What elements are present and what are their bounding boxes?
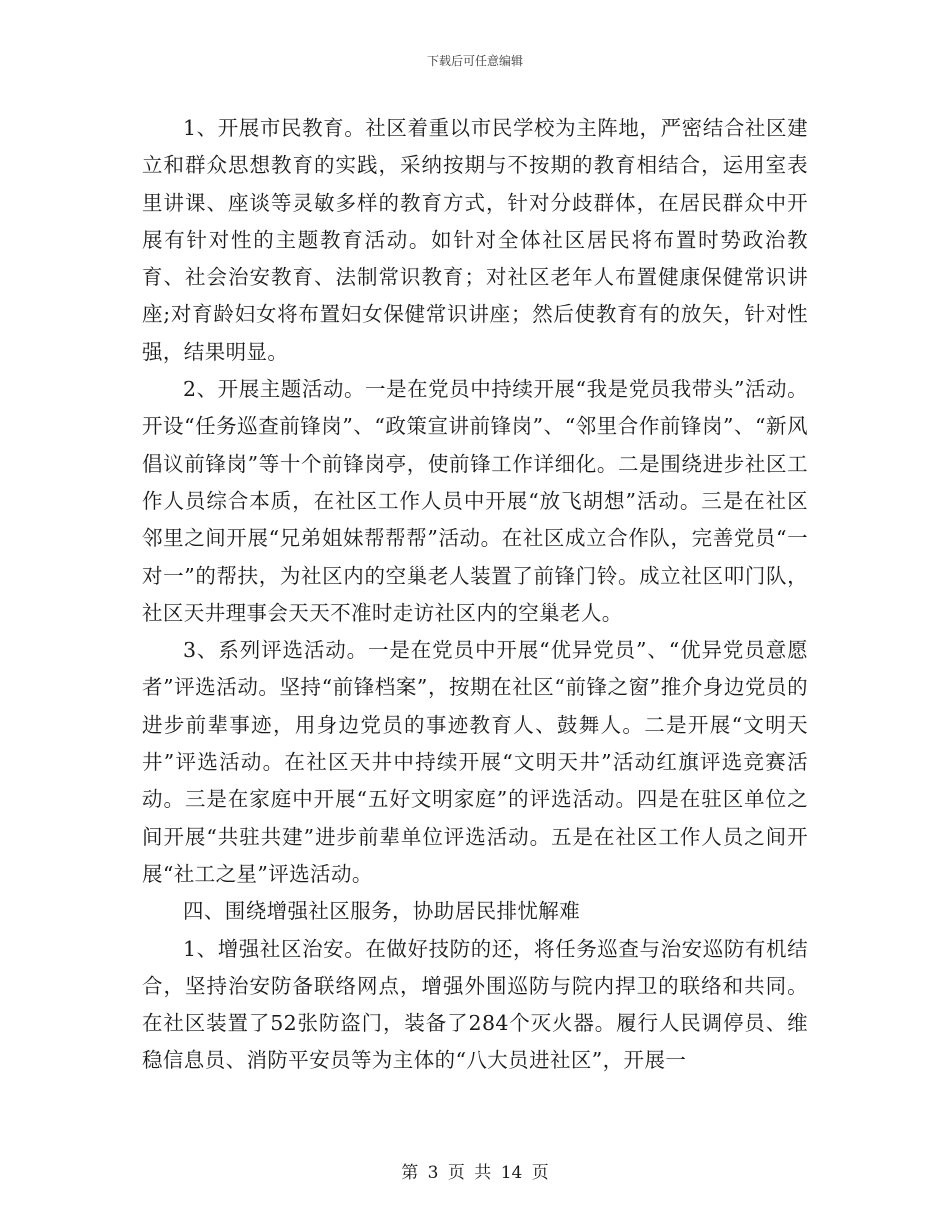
page-header: 下载后可任意编辑 bbox=[426, 54, 523, 68]
page-number-footer: 第 3 页 共 14 页 bbox=[401, 1163, 549, 1183]
section-heading-community-service: 四、围绕增强社区服务，协助居民排忧解难 bbox=[183, 899, 581, 924]
paragraph-selection-activities: 3、系列评选活动。一是在党员中开展“优异党员”、“优异党员意愿者”评选活动。坚持“前锋档案”，按期在社区“前锋之窗”推介身边党员的进步前辈事迹，用身边党员的事迹教育人、鼓舞人。二是开展“文明天井”评选活动。在社区天井中持续开展“文明天井”活动红旗评选竞赛活动。三是在家庭中开展“五好文明家庭”的评选活动。四是在驻区单位之间开展“共驻共建”进步前辈单位评选活动。五是在社区工作人员之间开展“社工之星”评选活动。 bbox=[142, 638, 808, 886]
document-body bbox=[142, 110, 808, 1080]
paragraph-citizen-education: 1、开展市民教育。社区着重以市民学校为主阵地，严密结合社区建立和群众思想教育的实践，采纳按期与不按期的教育相结合，运用室表里讲课、座谈等灵敏多样的教育方式，针对分歧群体，在居民群众中开展有针对性的主题教育活动。如针对全体社区居民将布置时势政治教育、社会治安教育、法制常识教育；对社区老年人布置健康保健常识讲座;对育龄妇女将布置妇女保健常识讲座；然后使教育有的放矢，针对性强，结果明显。 bbox=[142, 116, 808, 364]
paragraph-community-security: 1、增强社区治安。在做好技防的还，将任务巡查与治安巡防有机结合，坚持治安防备联络网点，增强外围巡防与院内捍卫的联络和共同。在社区装置了52张防盗门，装备了284个灭火器。履行人民调停员、维稳信息员、消防平安员等为主体的“八大员进社区”，开展一 bbox=[142, 936, 808, 1073]
paragraph-theme-activities: 2、开展主题活动。一是在党员中持续开展“我是党员我带头”活动。开设“任务巡查前锋岗”、“政策宣讲前锋岗”、“邻里合作前锋岗”、“新风倡议前锋岗”等十个前锋岗亭，使前锋工作详细化。二是围绕进步社区工作人员综合本质，在社区工作人员中开展“放飞胡想”活动。三是在社区邻里之间开展“兄弟姐妹帮帮帮”活动。在社区成立合作队，完善党员“一对一”的帮扶，为社区内的空巢老人装置了前锋门铃。成立社区叩门队，社区天井理事会天天不准时走访社区内的空巢老人。 bbox=[142, 377, 808, 625]
